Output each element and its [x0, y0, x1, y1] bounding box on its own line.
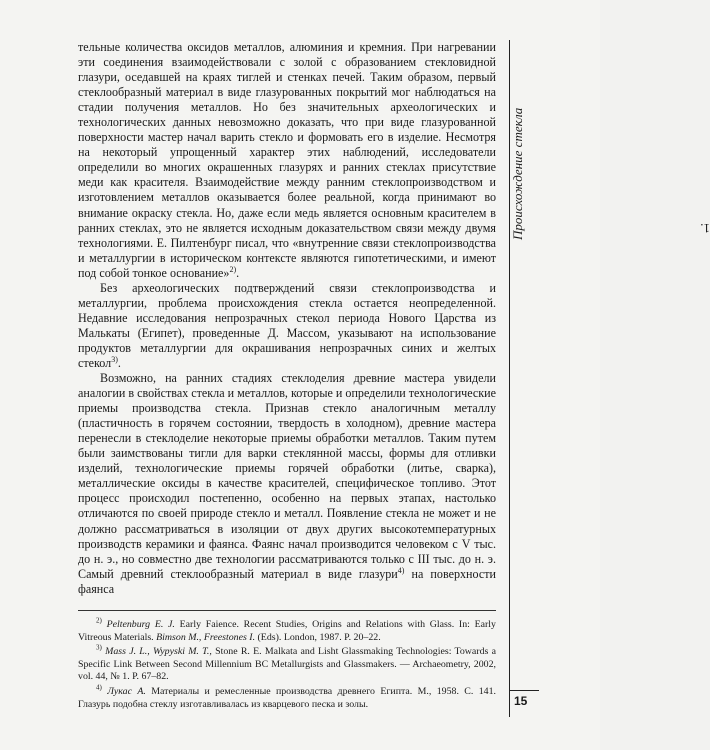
paragraph-1: тельные количества оксидов металлов, алюминия и кремния. При нагревании эти соединения взаимодействовали с золой с образованием стекловидной глазури, оседавшей на краях тиглей и стенках печей. Таким образом, первый стеклообразный материал в виде глазурованных покрытий мог наблюдаться на стадии получения металлов. Но без значительных археологических и технологических данных невозможно доказать, что при виде глазурованной поверхности мастер начал варить стекло и формовать его в изделие. Несмотря на некоторый упрощенный характер этих наблюдений, исследователи определили во многих окрашенных глазурях и ранних стеклах присутствие меди как красителя. Взаимодействие между ранним стеклопроизводством и изготовлением металлов оказывается более реальной, когда принимают во внимание окраску стекла. Но, даже если медь является основным красителем в ранних стеклах, это не является исходным доказательством связи между двумя технологиями. Е. Пилтенбург писал, что «внутренние связи стеклопроизводства и металлургии в историческом контексте являются гипотетическими, и имеют под собой тонкое основание»$^{2)}$.: [78, 40, 496, 280]
running-head: [506, 40, 710, 240]
footnote-ref-3[interactable]: 3): [111, 354, 118, 364]
footnotes: [78, 616, 497, 713]
chapter-title: Происхождение стекла: [510, 107, 525, 240]
footnote-3: $^{3)}$ Mass J. L., Wypyski M. T., Stone R. E. Malkata and Lisht Glassmaking Technologies: Towards a Specific Link Between Second Millennium BC Metallurgists and Glassmakers. — Archaeometry, 2002, vol. 44, № 1. P. 67–82.: [78, 643, 497, 683]
chapter-number: 1.: [700, 221, 710, 236]
footnote-ref-2[interactable]: 2): [229, 264, 237, 274]
footnote-divider: [78, 610, 496, 611]
paragraph-2: Без археологических подтверждений связи стеклопроизводства и металлургии, проблема происхождения стекла остается неопределенной. Недавние исследования непрозрачных стекол периода Нового Царства из Малькаты (Египет), проведенные Д. Массом, указывают на использование продуктов металлургии для окрашивания непрозрачных синих и желтых стекол$^{3)}$.: [78, 280, 496, 370]
footnote-2: $^{2)}$ Peltenburg E. J. Early Faience. Recent Studies, Origins and Relations with Glass. In: Early Vitreous Materials. Bimson M., Freestones I. (Eds). London, 1987. P. 20–22.: [78, 616, 496, 643]
page-number: 15: [514, 694, 528, 708]
footnote-4: $^{4)}$ Лукас А. Материалы и ремесленные производства древнего Египта. М., 1958. С. 141. Глазурь подобна стеклу изготавливалась из кварцевого песка и золы.: [78, 683, 497, 710]
footnote-ref-4[interactable]: 4): [397, 565, 405, 575]
paragraph-3: Возможно, на ранних стадиях стеклоделия древние мастера увидели аналогии в свойствах стекла и металлов, которые и определили технологические приемы производства стекла. Признав стекло аналогичным металлу (пластичность в горячем состоянии, твердость в холодном), древние мастера перенесли в стеклоделие некоторые приемы обработки металлов. Таким путем были заимствованы тигли для варки стеклянной массы, формы для отливки изделий, технологические приемы горячей обработки (литье, сварка), металлические оксиды в качестве красителей, специфическое топливо. Этот процесс происходил постепенно, особенно на первых этапах, настолько отличаются по своей природе стекло и металл. Появление стекла не может и не должно рассматриваться в изоляции от двух других высокотемпературных производств керамики и фаянса. Фаянс начал производится человеком с V тыс. до н. э., но совместно две технологии рассматриваются только с III тыс. до н. э. Самый древний стеклообразный материал в виде глазури$^{4)}$ на поверхности фаянса: [78, 371, 496, 596]
page-number-rule: [509, 690, 539, 691]
main-text: [78, 40, 496, 597]
